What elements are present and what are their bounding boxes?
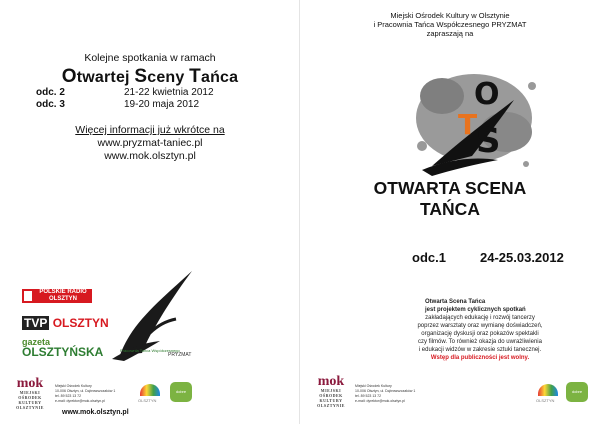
green-badge-left: dobre miejsce	[170, 382, 192, 402]
event-title-line-1: OTWARTA SCENA	[373, 178, 527, 198]
mok-logo-right	[313, 376, 349, 408]
mok-sub: MIEJSKI OŚRODEK KULTURY	[18, 390, 42, 405]
olsztyn-city-logo-right: OLSZTYN	[536, 398, 555, 403]
more-info-text: Więcej informacji już wkrótce na	[75, 124, 225, 136]
olsztyn-rainbow-icon	[140, 384, 160, 396]
ots-splash-logo	[402, 56, 550, 184]
episode-3-label: odc. 3	[36, 99, 65, 110]
tvp-logo	[22, 316, 109, 330]
address-left: Miejski Ośrodek Kultury 10-006 Olsztyn, ul. Dąbrowszczaków 1 tel. 89 523 13 72 e-mail: dyrektor@mok.olsztyn.pl	[55, 384, 116, 403]
organizer-line-3: zapraszają na	[426, 29, 474, 38]
footer-url[interactable]: www.mok.olsztyn.pl	[62, 409, 129, 416]
title-cap-t: T	[189, 66, 201, 87]
episode-2-date: 21-22 kwietnia 2012	[124, 87, 214, 98]
mok-logo-text: mok	[16, 376, 44, 391]
episode-2-label: odc. 2	[36, 87, 65, 98]
episode-1-dates: 24-25.03.2012	[480, 250, 564, 265]
intro-text: Kolejne spotkania w ramach	[84, 52, 216, 64]
title-cap-s: S	[134, 66, 148, 87]
free-entry: Wstęp dla publiczności jest wolny.	[430, 355, 530, 361]
title-rest-o: twartej	[76, 69, 135, 86]
mok-city-right: OLSZTYNIE	[317, 403, 345, 408]
description-line-5: i edukacji widzów w zakresie sztuki tanecznej.	[418, 347, 542, 353]
tvp-mark: TVP	[24, 316, 48, 330]
description-title: Otwarta Scena Tańca	[425, 299, 486, 305]
series-title	[0, 66, 300, 88]
mok-logo-left	[12, 378, 48, 410]
organizer-line-2: i Pracownia Tańca Współczesnego PRYZMAT	[373, 20, 527, 29]
green-badge-right: dobre miejsce	[566, 382, 588, 402]
url-pryzmat[interactable]: www.pryzmat-taniec.pl	[97, 137, 203, 149]
title-cap-o: O	[61, 66, 77, 87]
more-info	[0, 124, 300, 163]
title-rest-t: ańca	[200, 69, 239, 86]
gazeta-olsztynska-logo	[22, 337, 103, 357]
description-line-3: organizację dyskusji oraz pokazów spektakli	[421, 331, 539, 337]
gazeta-bottom: OLSZTYŃSKA	[22, 345, 104, 359]
logo-letter-s: S	[476, 121, 501, 161]
polskie-radio-logo: POLSKIE RADIO OLSZTYN	[22, 289, 92, 303]
description	[400, 298, 560, 362]
pryzmat-word: PRYZMAT	[168, 352, 192, 358]
organizer-line-1: Miejski Ośrodek Kultury w Olsztynie	[390, 11, 510, 20]
description-line-4: czy filmów. To również okazja do uwrażliwienia	[418, 339, 542, 345]
radio-mark-icon	[24, 291, 32, 301]
tvp-city: OLSZTYN	[52, 316, 109, 330]
gazeta-top: gazeta	[22, 337, 51, 347]
mok-logo-text-right: mok	[317, 374, 345, 389]
description-line-1: zakładających edukację i rozwój tancerzy	[425, 315, 535, 321]
event-title	[300, 178, 600, 220]
mok-sub-right: MIEJSKI OŚRODEK KULTURY	[319, 388, 343, 403]
organizers	[300, 11, 600, 38]
logo-letter-o: O	[474, 77, 500, 112]
episode-3-date: 19-20 maja 2012	[124, 99, 200, 110]
olsztyn-rainbow-icon-right	[538, 384, 558, 396]
logo-letter-t: T	[458, 108, 478, 141]
url-mok[interactable]: www.mok.olsztyn.pl	[104, 150, 196, 162]
episode-1-label: odc.1	[412, 250, 446, 265]
event-title-line-2: TAŃCA	[420, 199, 480, 219]
olsztyn-city-logo: OLSZTYN	[138, 398, 157, 403]
pryzmat-caption: Pracownia Tańca Współczesnego	[120, 348, 180, 353]
address-right: Miejski Ośrodek Kultury 10-006 Olsztyn, ul. Dąbrowszczaków 1 tel. 89 523 13 72 e-mail: dyrektor@mok.olsztyn.pl	[355, 384, 416, 403]
mok-city: OLSZTYNIE	[16, 405, 44, 410]
description-subtitle: jest projektem cyklicznych spotkań	[425, 307, 526, 313]
description-line-2: poprzez warsztaty oraz wymianę doświadczeń,	[417, 323, 543, 329]
title-rest-s: ceny	[147, 69, 190, 86]
